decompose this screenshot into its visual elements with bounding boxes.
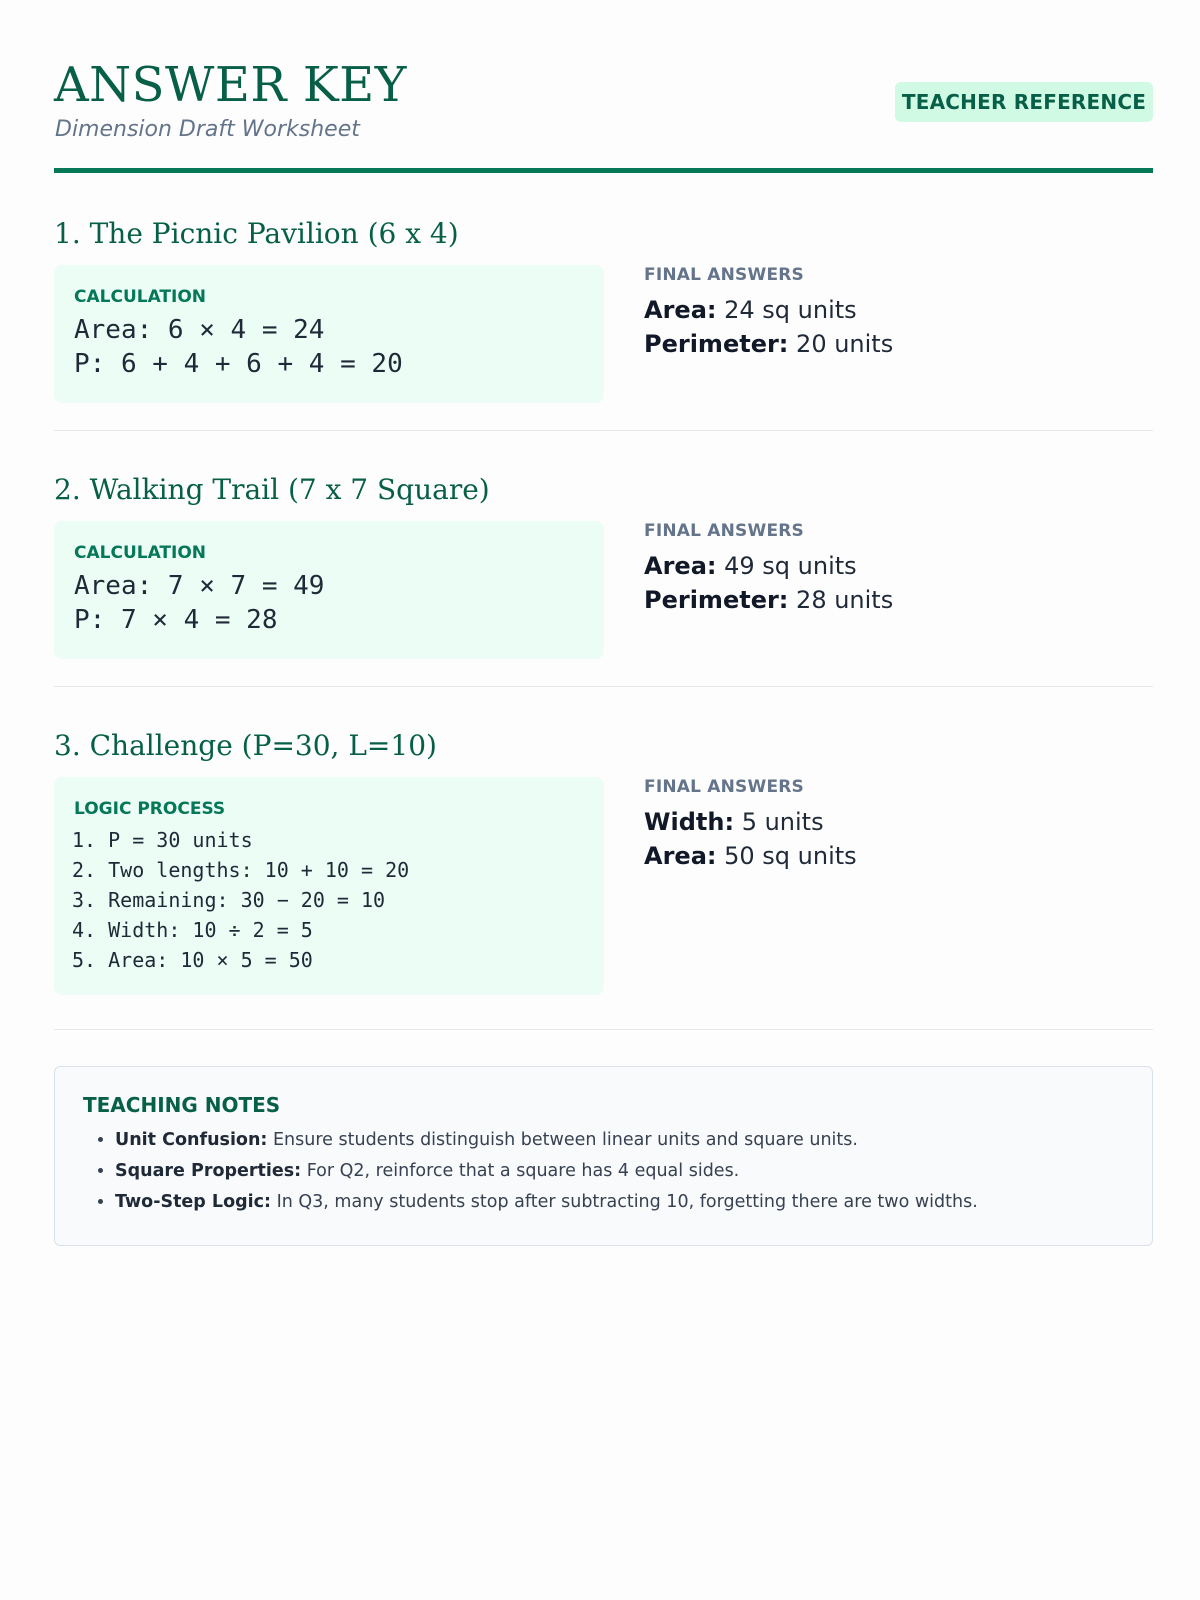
- section-divider: [54, 686, 1153, 687]
- answer-value: 50 sq units: [724, 842, 857, 870]
- logic-step: 4. Width: 10 ÷ 2 = 5: [72, 918, 313, 942]
- answer-value: 24 sq units: [724, 296, 857, 324]
- question-heading: 3. Challenge (P=30, L=10): [54, 729, 437, 762]
- final-answers-label: FINAL ANSWERS: [644, 265, 804, 285]
- logic-step: 5. Area: 10 × 5 = 50: [72, 948, 313, 972]
- calculation-line: Area: 6 × 4 = 24: [74, 315, 325, 345]
- teaching-note-label: Unit Confusion:: [115, 1130, 268, 1150]
- teaching-note: [115, 1156, 1124, 1187]
- logic-step: 1. P = 30 units: [72, 828, 253, 852]
- answer-value: 5 units: [741, 808, 824, 836]
- answer-label: Perimeter:: [644, 330, 789, 358]
- answer-line: [644, 805, 1124, 839]
- calculation-box: [54, 265, 604, 403]
- logic-step: 2. Two lengths: 10 + 10 = 20: [72, 858, 410, 882]
- teaching-note: [115, 1187, 1124, 1218]
- teaching-note-text: Ensure students distinguish between linear units and square units.: [273, 1130, 858, 1150]
- answer-value: 28 units: [796, 586, 894, 614]
- logic-process-label: LOGIC PROCESS: [74, 799, 226, 819]
- logic-step: 3. Remaining: 30 − 20 = 10: [72, 888, 386, 912]
- teaching-note-text: In Q3, many students stop after subtracting 10, forgetting there are two widths.: [276, 1192, 978, 1212]
- answer-line: [644, 839, 1124, 873]
- teaching-notes-list: [83, 1125, 1124, 1218]
- final-answers-label: FINAL ANSWERS: [644, 521, 804, 541]
- answer-label: Area:: [644, 552, 717, 580]
- answer-value: 49 sq units: [724, 552, 857, 580]
- question-heading: 1. The Picnic Pavilion (6 x 4): [54, 217, 459, 250]
- teaching-notes-title: TEACHING NOTES: [83, 1093, 281, 1117]
- final-answers: [644, 777, 1124, 873]
- calculation-line: P: 6 + 4 + 6 + 4 = 20: [74, 349, 403, 379]
- answer-label: Area:: [644, 842, 717, 870]
- calculation-line: P: 7 × 4 = 28: [74, 605, 278, 635]
- final-answers: [644, 265, 1124, 361]
- question-section-2: [54, 472, 1153, 687]
- answer-label: Perimeter:: [644, 586, 789, 614]
- teaching-note-label: Square Properties:: [115, 1161, 302, 1181]
- question-heading: 2. Walking Trail (7 x 7 Square): [54, 473, 490, 506]
- logic-process-box: [54, 777, 604, 995]
- answer-label: Area:: [644, 296, 717, 324]
- page-title: ANSWER KEY: [54, 57, 407, 113]
- calculation-box: [54, 521, 604, 659]
- question-section-3: [54, 728, 1153, 1030]
- final-answers-label: FINAL ANSWERS: [644, 777, 804, 797]
- calculation-line: Area: 7 × 7 = 49: [74, 571, 325, 601]
- answer-line: [644, 293, 1124, 327]
- logic-steps: [72, 825, 586, 975]
- section-divider: [54, 1029, 1153, 1030]
- section-divider: [54, 430, 1153, 431]
- answer-line: [644, 327, 1124, 361]
- header-rule: [54, 168, 1153, 173]
- answer-label: Width:: [644, 808, 735, 836]
- answer-line: [644, 549, 1124, 583]
- answer-line: [644, 583, 1124, 617]
- teaching-note-text: For Q2, reinforce that a square has 4 equal sides.: [306, 1161, 740, 1181]
- final-answers: [644, 521, 1124, 617]
- teaching-notes-panel: [54, 1066, 1153, 1246]
- teaching-note-label: Two-Step Logic:: [115, 1192, 271, 1212]
- teaching-note: [115, 1125, 1124, 1156]
- page-subtitle: Dimension Draft Worksheet: [55, 117, 360, 142]
- answer-value: 20 units: [796, 330, 894, 358]
- calculation-label: CALCULATION: [74, 543, 207, 563]
- question-section-1: [54, 216, 1153, 431]
- header: [54, 55, 1153, 173]
- teacher-reference-badge: TEACHER REFERENCE: [895, 82, 1153, 122]
- calculation-label: CALCULATION: [74, 287, 207, 307]
